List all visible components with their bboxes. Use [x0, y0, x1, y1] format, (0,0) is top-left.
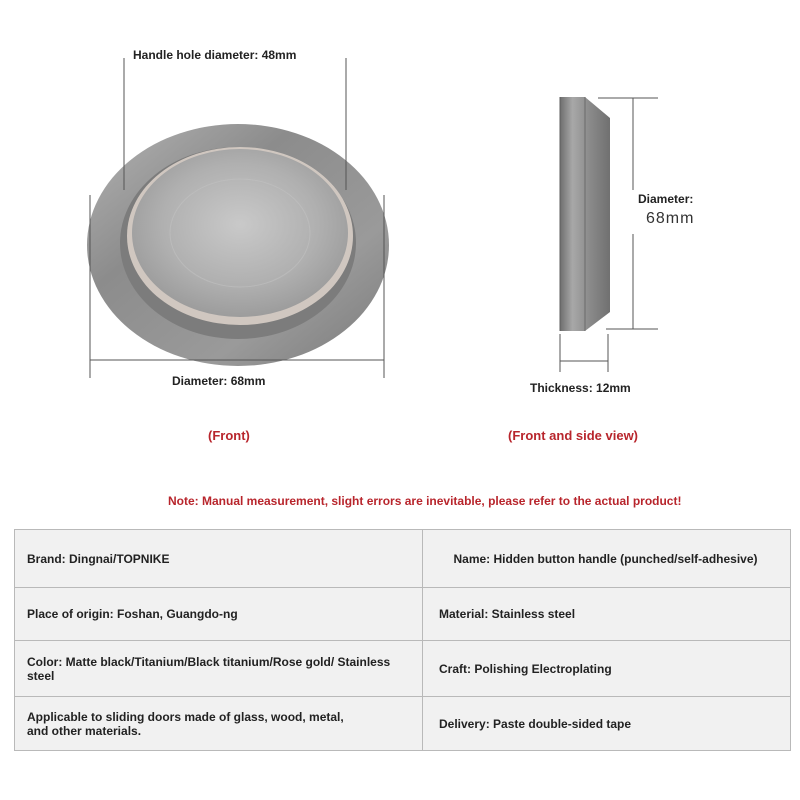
spec-color: Color: Matte black/Titanium/Black titanium/Rose gold/ Stainless steel [15, 641, 423, 697]
spec-brand: Brand: Dingnai/TOPNIKE [15, 530, 423, 588]
side-diameter-value: 68mm [646, 210, 695, 227]
spec-origin: Place of origin: Foshan, Guangdo-ng [15, 588, 423, 641]
spec-name: Name: Hidden button handle (punched/self-adhesive) [423, 530, 791, 588]
table-row [15, 530, 791, 588]
table-row [15, 641, 791, 697]
handle-hole-label: Handle hole diameter: 48mm [133, 48, 297, 62]
measurement-note: Note: Manual measurement, slight errors are inevitable, please refer to the actual product! [168, 494, 682, 508]
spec-applicable: Applicable to sliding doors made of glass, wood, metal, and other materials. [15, 697, 423, 751]
side-diameter-label: Diameter: [638, 192, 694, 206]
spec-delivery: Delivery: Paste double-sided tape [423, 697, 791, 751]
front-caption: (Front) [208, 428, 250, 443]
spec-material: Material: Stainless steel [423, 588, 791, 641]
side-caption: (Front and side view) [508, 428, 639, 443]
table-row [15, 588, 791, 641]
front-view-handle [87, 124, 389, 366]
spec-table [14, 529, 791, 751]
spec-craft: Craft: Polishing Electroplating [423, 641, 791, 697]
thickness-label: Thickness: 12mm [530, 381, 631, 395]
table-row [15, 697, 791, 751]
side-view-handle [560, 97, 610, 331]
front-diameter-label: Diameter: 68mm [172, 374, 266, 388]
